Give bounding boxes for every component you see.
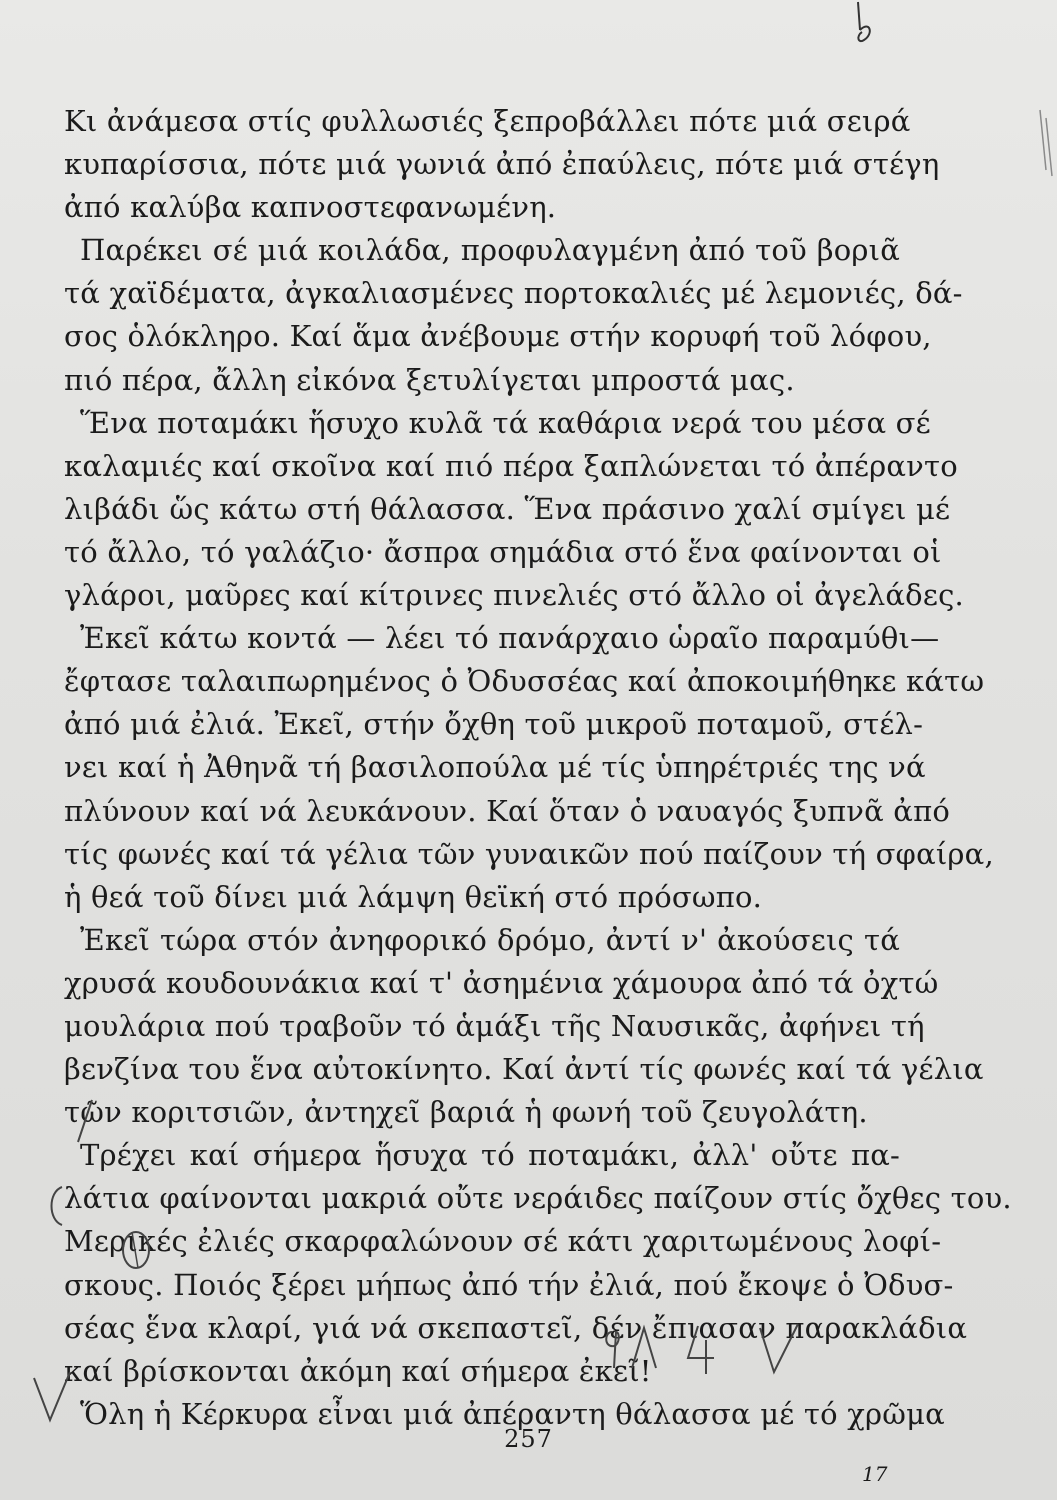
text-line-19: ἡ θεά τοῦ δίνει μιά λάμψη θεϊκή στό πρόσωπο. (64, 879, 763, 914)
text-line-1: Κι ἀνάμεσα στίς φυλλωσιές ξεπροβάλλει πότε μιά σειρά (64, 104, 911, 138)
text-line-30: καί βρίσκονται ἀκόμη καί σήμερα ἐκεῖ! (64, 1353, 652, 1388)
text-line-26: λάτια φαίνονται μακριά οὔτε νεράιδες παίζουν στίς ὄχθες του. (64, 1181, 1012, 1216)
text-line-27: Μερικές ἐλιές σκαρφαλώνουν σέ κάτι χαριτωμένους λοφί- (64, 1224, 942, 1259)
bracket-mark (44, 1184, 66, 1228)
margin-stroke-mark (1036, 110, 1056, 180)
text-line-11: τό ἄλλο, τό γαλάζιο· ἄσπρα σημάδια στό ἕνα φαίνονται οἱ (64, 534, 942, 569)
text-line-15: ἀπό μιά ἐλιά. Ἐκεῖ, στήν ὄχθη τοῦ μικροῦ ποταμοῦ, στέλ- (64, 707, 924, 742)
paragraph-slash-mark (74, 1098, 96, 1144)
check-mark (756, 1320, 802, 1376)
text-line-3: ἀπό καλύβα καπνοστεφανωμένη. (64, 190, 557, 225)
handwritten-note-9l4 (602, 1318, 742, 1380)
text-line-4: Παρέκει σέ μιά κοιλάδα, προφυλαγμένη ἀπό τοῦ βοριᾶ (80, 233, 900, 268)
corner-scribble-mark (848, 0, 878, 48)
text-line-21: χρυσά κουδουνάκια καί τ' ἀσημένια χάμουρα ἀπό τά ὀχτώ (64, 965, 939, 1000)
text-line-20: Ἐκεῖ τώρα στόν ἀνηφορικό δρόμο, ἀντί ν' ἀκούσεις τά (80, 922, 900, 957)
text-line-13: Ἐκεῖ κάτω κοντά — λέει τό πανάρχαιο ὡραῖο παραμύθι— (80, 621, 940, 656)
text-line-5: τά χαϊδέματα, ἀγκαλιασμένες πορτοκαλιές μέ λεμονιές, δά- (64, 276, 963, 311)
text-line-23: βενζίνα του ἕνα αὐτοκίνητο. Καί ἀντί τίς φωνές καί τά γέλια (64, 1052, 984, 1087)
page-number: 257 (504, 1425, 553, 1453)
signature-number: 17 (862, 1462, 888, 1486)
text-line-17: πλύνουν καί νά λευκάνουν. Καί ὅταν ὁ ναυαγός ξυπνᾶ ἀπό (64, 793, 951, 828)
body-text (64, 100, 1012, 1436)
text-line-25: Τρέχει καί σήμερα ἥσυχα τό ποταμάκι, ἀλλ' οὔτε πα- (80, 1138, 900, 1173)
text-line-6: σος ὁλόκληρο. Καί ἅμα ἀνέβουμε στήν κορυφή τοῦ λόφου, (64, 319, 932, 354)
circle-mark (118, 1228, 154, 1272)
text-line-7: πιό πέρα, ἄλλη εἰκόνα ξετυλίγεται μπροστά μας. (64, 362, 795, 397)
text-line-31: Ὅλη ἡ Κέρκυρα εἶναι μιά ἀπέραντη θάλασσα μέ τό χρῶμα (80, 1396, 945, 1431)
text-line-8: Ἕνα ποταμάκι ἥσυχο κυλᾶ τά καθάρια νερά του μέσα σέ (80, 405, 931, 440)
text-line-16: νει καί ἡ Ἀθηνᾶ τή βασιλοπούλα μέ τίς ὑπηρέτριές της νά (64, 750, 926, 785)
text-line-24: τῶν κοριτσιῶν, ἀντηχεῖ βαριά ἡ φωνή τοῦ ζευγολάτη. (64, 1095, 868, 1130)
text-line-9: καλαμιές καί σκοῖνα καί πιό πέρα ξαπλώνεται τό ἀπέραντο (64, 448, 958, 483)
text-line-2: κυπαρίσσια, πότε μιά γωνιά ἀπό ἐπαύλεις, πότε μιά στέγη (64, 147, 940, 182)
text-line-22: μουλάρια πού τραβοῦν τό ἁμάξι τῆς Ναυσικᾶς, ἀφήνει τή (64, 1008, 925, 1043)
text-line-29: σέας ἕνα κλαρί, γιά νά σκεπαστεῖ, δέν ἔπιασαν παρακλάδια (64, 1310, 968, 1345)
text-line-18: τίς φωνές καί τά γέλια τῶν γυναικῶν πού παίζουν τή σφαίρα, (64, 836, 994, 871)
text-line-10: λιβάδι ὥς κάτω στή θάλασσα. Ἕνα πράσινο χαλί σμίγει μέ (64, 491, 951, 526)
margin-check-mark (30, 1368, 74, 1424)
text-line-12: γλάροι, μαῦρες καί κίτρινες πινελιές στό ἄλλο οἱ ἀγελάδες. (64, 578, 964, 613)
text-line-28: σκους. Ποιός ξέρει μήπως ἀπό τήν ἐλιά, πού ἔκοψε ὁ Ὀδυσ- (64, 1267, 954, 1302)
text-line-14: ἔφτασε ταλαιπωρημένος ὁ Ὀδυσσέας καί ἀποκοιμήθηκε κάτω (64, 664, 985, 699)
